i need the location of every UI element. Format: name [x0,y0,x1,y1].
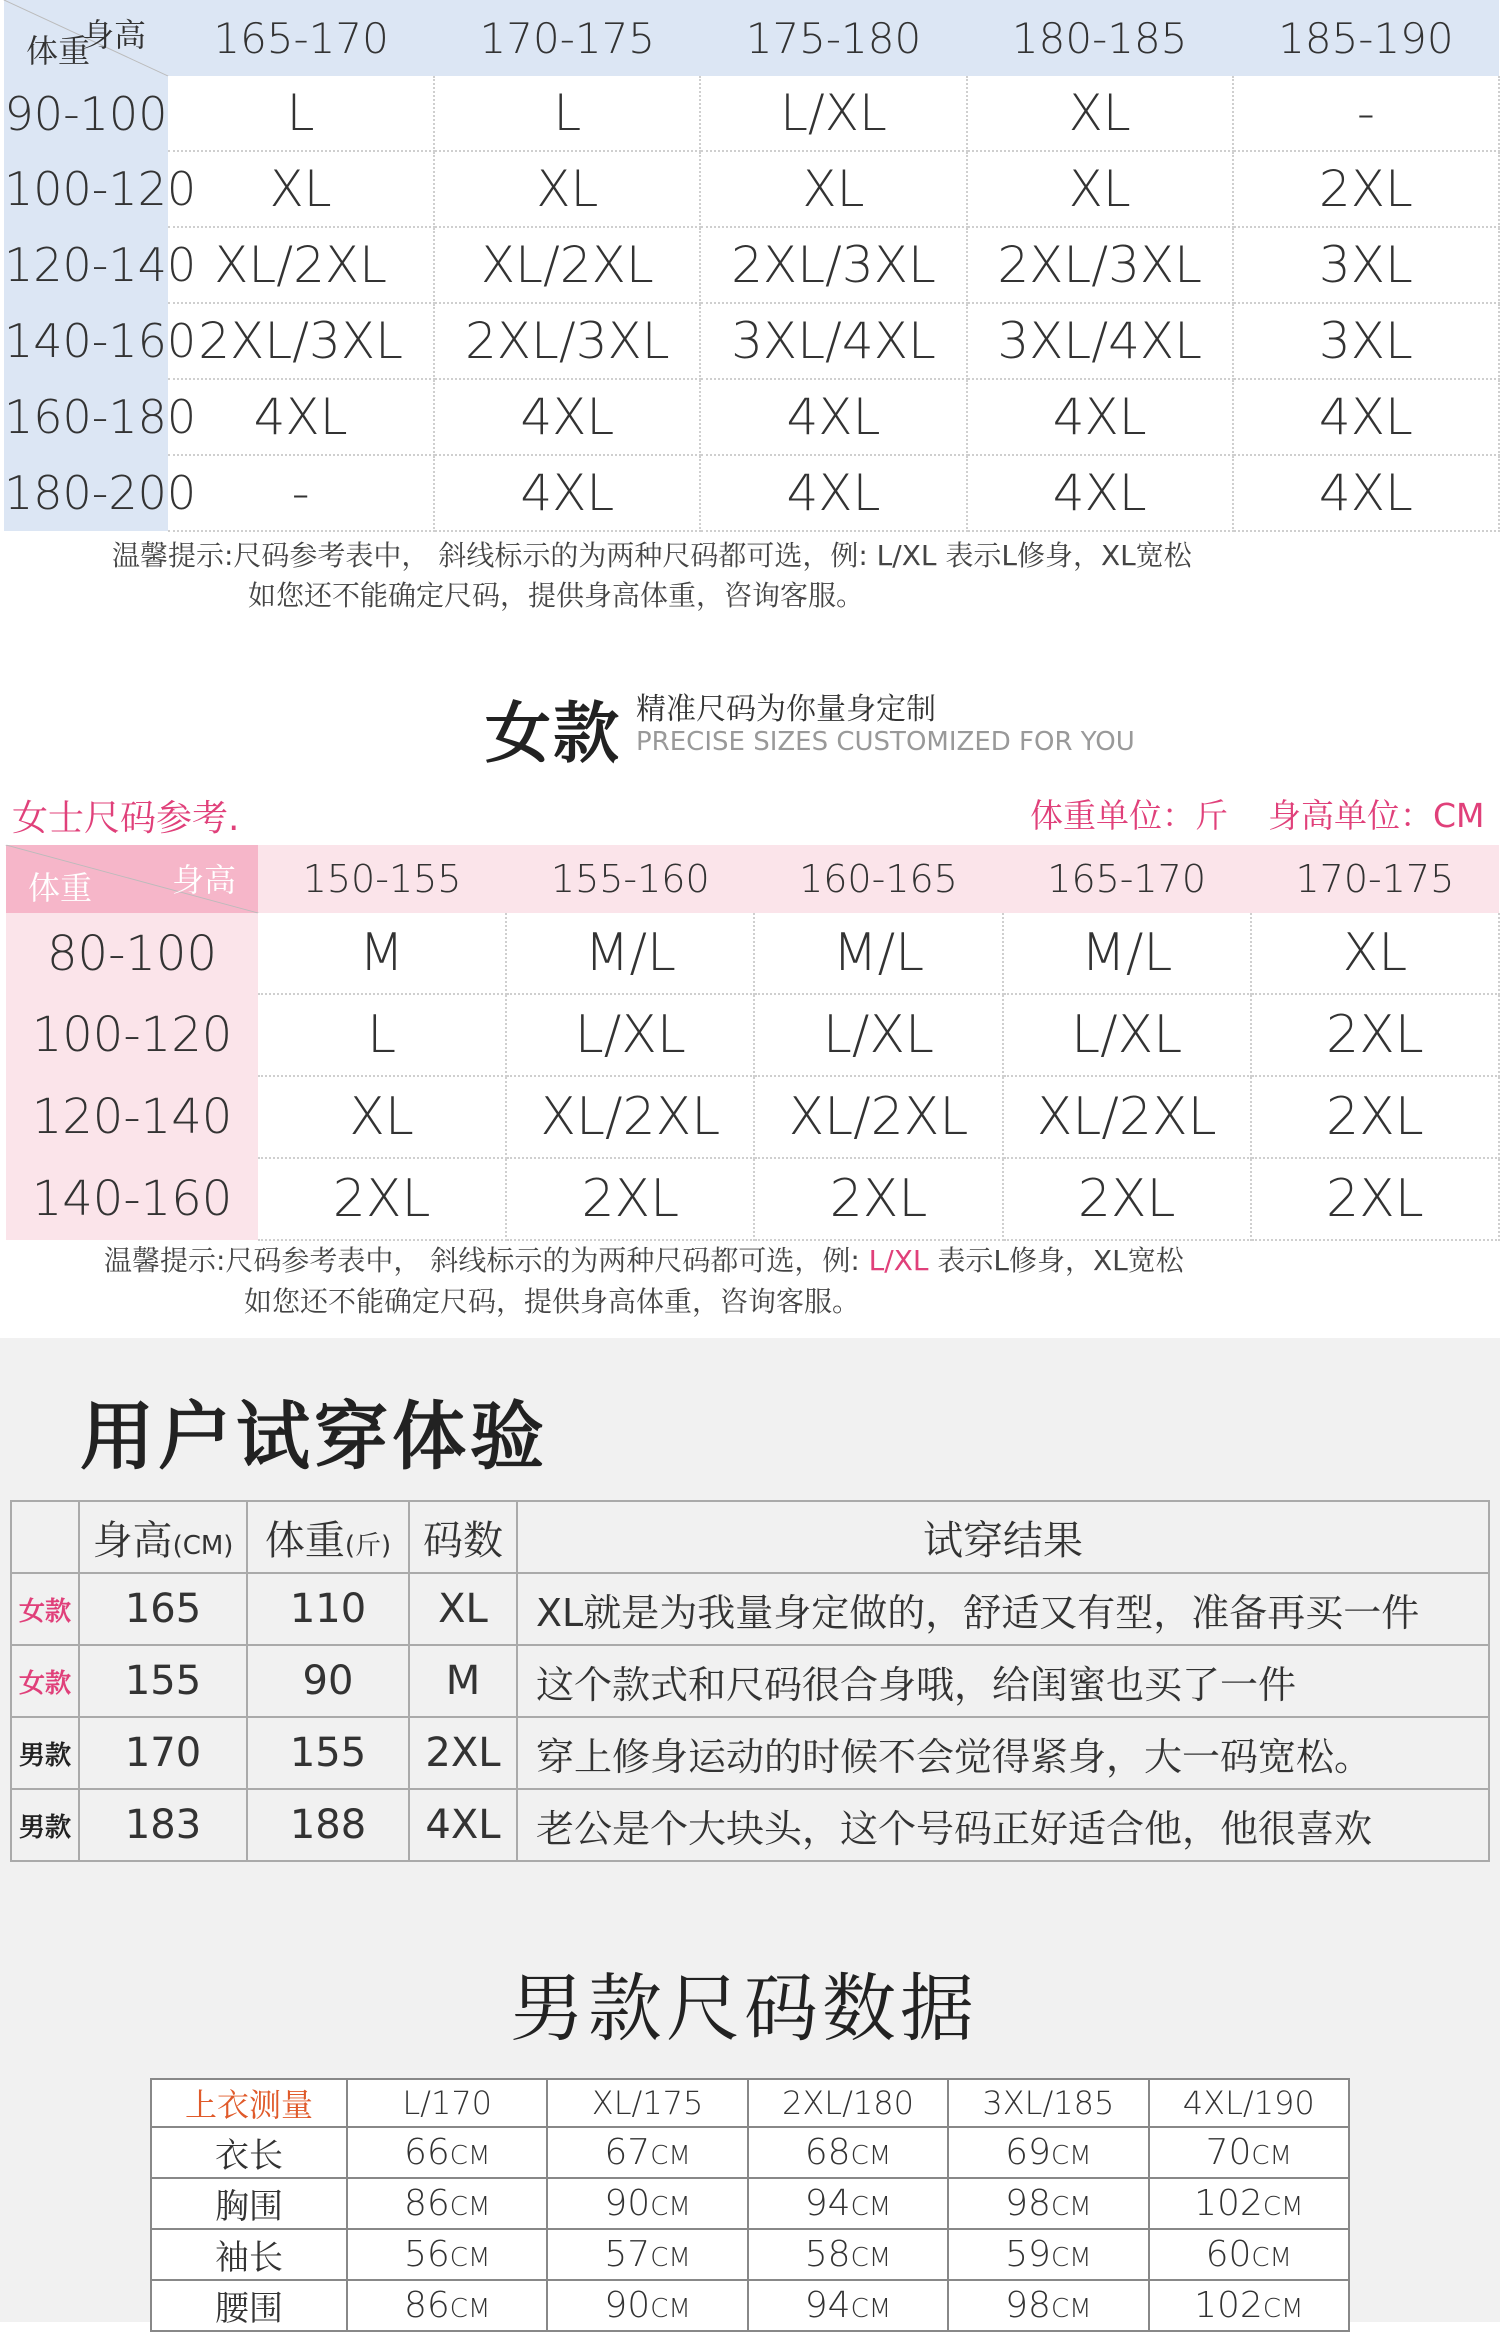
measurement-value-cell [948,2127,1148,2178]
size-data-row [151,2127,1349,2178]
size-column-header: L/170 [347,2079,547,2127]
measurement-value-cell [347,2127,547,2178]
weight-cell: 188 [247,1789,409,1861]
measurement-value-cell [347,2178,547,2229]
size-data-row [151,2229,1349,2280]
women-corner-height-label: 身高 [171,861,236,899]
result-cell: XL就是为我量身定做的，舒适又有型，准备再买一件 [517,1573,1489,1645]
measurement-label: 衣长 [151,2127,347,2178]
women-size-cell: 2XL [1251,1076,1499,1158]
experience-title: 用户试穿体验 [80,1394,548,1480]
men-size-cell: - [168,455,434,531]
men-corner-weight-label: 体重 [26,32,91,70]
women-size-cell: L/XL [1003,994,1251,1076]
measurement-value-cell [948,2178,1148,2229]
height-unit-label: 身高单位：CM [1268,796,1485,835]
gender-header [11,1501,79,1573]
women-size-cell: M/L [754,913,1002,994]
women-size-cell: 2XL [754,1158,1002,1240]
women-size-cell: 2XL [1251,994,1499,1076]
weight-cell: 90 [247,1645,409,1717]
size-data-table [150,2078,1350,2332]
measurement-value-cell [748,2280,948,2331]
men-row [4,151,1499,227]
measurement-unit: CM [1050,2192,1092,2222]
measurement-value: 59 [1005,2234,1051,2275]
measurement-unit: CM [449,2294,491,2324]
measurement-value-cell [1149,2229,1349,2280]
height-cell: 170 [79,1717,247,1789]
measurement-value: 58 [804,2234,851,2275]
women-row [6,1158,1499,1240]
men-size-cell: 4XL [434,379,700,455]
women-heading [0,670,1500,790]
men-height-header: 185-190 [1233,0,1499,76]
women-header-row [6,845,1499,913]
women-size-cell: M/L [506,913,754,994]
measurement-value-cell [1149,2280,1349,2331]
women-size-cell: XL/2XL [1003,1076,1251,1158]
measurement-value: 60 [1205,2234,1252,2275]
height-header-unit: (CM) [172,1530,234,1561]
men-height-header: 175-180 [700,0,966,76]
measurement-unit: CM [1050,2294,1092,2324]
women-size-cell: 2XL [1003,1158,1251,1240]
measurement-unit: CM [1251,2141,1292,2171]
size-column-header: 2XL/180 [748,2079,948,2127]
women-tip-line2: 如您还不能确定尺码，提供身高体重，咨询客服。 [244,1285,861,1318]
experience-row [11,1573,1489,1645]
gender-cell: 男款 [11,1717,79,1789]
measurement-value-cell [547,2229,747,2280]
men-size-cell: L [168,76,434,151]
men-size-grid [0,0,1500,612]
measurement-value-cell [547,2127,747,2178]
size-data-title: 男款尺码数据 [510,1966,978,2052]
men-size-cell: 3XL [1233,227,1499,303]
women-tip-text-b: 表示L修身，XL宽松 [928,1244,1184,1277]
men-size-cell: 2XL/3XL [168,303,434,379]
measurement-value: 70 [1205,2132,1252,2173]
men-size-data-section [0,1900,1500,2329]
women-size-cell: L/XL [506,994,754,1076]
men-size-table [4,0,1500,532]
women-row [6,994,1499,1076]
measurement-unit: CM [850,2192,892,2222]
measurement-unit: CM [449,2243,491,2273]
measurement-value-cell [1149,2127,1349,2178]
measurement-label: 腰围 [151,2280,347,2331]
measurement-value: 86 [403,2183,450,2224]
women-size-cell: XL [1251,913,1499,994]
women-row [6,913,1499,994]
men-size-cell: 3XL/4XL [700,303,966,379]
women-size-cell: XL/2XL [754,1076,1002,1158]
weight-header-label: 体重 [264,1517,345,1564]
size-column-header: 4XL/190 [1149,2079,1349,2127]
weight-cell: 110 [247,1573,409,1645]
women-size-cell: 2XL [258,1158,506,1240]
measurement-unit: CM [1050,2243,1092,2273]
men-tip-line2: 如您还不能确定尺码，提供身高体重，咨询客服。 [248,579,865,612]
men-size-cell: 4XL [967,379,1233,455]
measurement-unit: CM [1262,2294,1304,2324]
size-data-row [151,2178,1349,2229]
measurement-unit: CM [650,2243,691,2273]
measurement-value: 102 [1194,2183,1263,2224]
women-size-table [6,845,1500,1241]
women-weight-cell: 140-160 [6,1158,258,1240]
size-cell: 4XL [409,1789,517,1861]
women-size-cell: XL/2XL [506,1076,754,1158]
men-size-cell: L/XL [700,76,966,151]
men-tip-line1: 温馨提示:尺码参考表中， 斜线标示的为两种尺码都可选，例: L/XL 表示L修身，XL宽松 [112,539,1192,572]
women-size-cell: 2XL [1251,1158,1499,1240]
women-height-header: 170-175 [1251,845,1499,913]
men-size-cell: 4XL [1233,455,1499,531]
men-weight-cell: 90-100 [4,76,168,151]
height-cell: 183 [79,1789,247,1861]
experience-header-row [11,1501,1489,1573]
height-header [79,1501,247,1573]
men-size-cell: XL/2XL [168,227,434,303]
size-data-row [151,2280,1349,2331]
measurement-unit: CM [850,2141,892,2171]
men-row [4,455,1499,531]
men-size-cell: 2XL [1233,151,1499,227]
men-row [4,303,1499,379]
men-row [4,76,1499,151]
men-height-header: 180-185 [967,0,1233,76]
women-size-cell: M [258,913,506,994]
women-corner-cell [6,845,258,913]
size-cell: 2XL [409,1717,517,1789]
measurement-unit: CM [449,2141,491,2171]
measurement-value: 67 [604,2132,651,2173]
measurement-value-cell [948,2280,1148,2331]
size-cell: XL [409,1573,517,1645]
height-header-label: 身高 [92,1517,173,1564]
men-weight-cell: 160-180 [4,379,168,455]
women-units [1030,790,1485,837]
women-heading-title: 女款 [485,695,621,772]
measurement-unit: CM [650,2141,691,2171]
measurement-unit: CM [1251,2243,1292,2273]
women-size-cell: L/XL [754,994,1002,1076]
women-heading-subtitle-en: PRECISE SIZES CUSTOMIZED FOR YOU [636,727,1135,757]
measurement-value: 57 [604,2234,651,2275]
men-height-header: 170-175 [434,0,700,76]
men-weight-cell: 140-160 [4,303,168,379]
men-size-cell: XL/2XL [434,227,700,303]
men-size-cell: 4XL [700,455,966,531]
women-size-cell: XL [258,1076,506,1158]
measurement-value: 90 [604,2183,651,2224]
men-size-cell: XL [967,151,1233,227]
measurement-value: 56 [403,2234,450,2275]
men-height-header: 165-170 [168,0,434,76]
experience-row [11,1645,1489,1717]
measurement-value: 69 [1005,2132,1051,2173]
men-size-cell: 2XL/3XL [700,227,966,303]
experience-row [11,1717,1489,1789]
women-weight-cell: 100-120 [6,994,258,1076]
height-cell: 165 [79,1573,247,1645]
measurement-value: 86 [403,2285,450,2326]
women-size-cell: L [258,994,506,1076]
size-data-header-row [151,2079,1349,2127]
women-size-cell: M/L [1003,913,1251,994]
women-height-header: 165-170 [1003,845,1251,913]
measurement-value-cell [948,2229,1148,2280]
measurement-value-cell [748,2127,948,2178]
measurement-unit: CM [850,2294,892,2324]
men-weight-cell: 100-120 [4,151,168,227]
gender-cell: 男款 [11,1789,79,1861]
women-corner-weight-label: 体重 [28,869,93,907]
women-weight-cell: 120-140 [6,1076,258,1158]
result-cell: 老公是个大块头，这个号码正好适合他，他很喜欢 [517,1789,1489,1861]
gender-cell: 女款 [11,1573,79,1645]
measurement-value-cell [547,2280,747,2331]
men-size-cell: XL [700,151,966,227]
measurement-value-cell [347,2280,547,2331]
women-weight-cell: 80-100 [6,913,258,994]
weight-cell: 155 [247,1717,409,1789]
experience-table [10,1500,1490,1862]
men-size-cell: 2XL/3XL [434,303,700,379]
men-size-cell: L [434,76,700,151]
women-size-reference-label: 女士尺码参考. [12,798,240,839]
men-corner-height-label: 身高 [81,16,146,54]
measurement-value-cell [748,2229,948,2280]
user-experience-section [0,1338,1500,1900]
result-cell: 穿上修身运动的时候不会觉得紧身，大一码宽松。 [517,1717,1489,1789]
measurement-label: 胸围 [151,2178,347,2229]
measurement-value-cell [547,2178,747,2229]
women-height-header: 155-160 [506,845,754,913]
measurement-unit: CM [650,2294,691,2324]
weight-header-unit: (斤) [344,1530,392,1561]
men-size-cell: 2XL/3XL [967,227,1233,303]
measurement-label: 袖长 [151,2229,347,2280]
measure-label: 上衣测量 [151,2079,347,2127]
men-size-cell: 3XL/4XL [967,303,1233,379]
measurement-value: 102 [1194,2285,1263,2326]
men-size-cell: 4XL [967,455,1233,531]
men-weight-cell: 180-200 [4,455,168,531]
measurement-value: 66 [403,2132,450,2173]
measurement-value: 94 [804,2183,851,2224]
women-heading-subtitle-cn: 精准尺码为你量身定制 [636,692,936,727]
measurement-unit: CM [650,2192,691,2222]
men-header-row [4,0,1499,76]
men-row [4,227,1499,303]
men-row [4,379,1499,455]
women-size-cell: 2XL [506,1158,754,1240]
size-column-header: 3XL/185 [948,2079,1148,2127]
women-height-header: 160-165 [754,845,1002,913]
measurement-value: 90 [604,2285,651,2326]
men-size-cell: 4XL [434,455,700,531]
measurement-value: 98 [1005,2285,1051,2326]
men-weight-cell: 120-140 [4,227,168,303]
experience-row [11,1789,1489,1861]
women-tip-text-a: 温馨提示:尺码参考表中， 斜线标示的为两种尺码都可选，例: [104,1244,869,1277]
measurement-unit: CM [1050,2141,1092,2171]
measurement-value-cell [748,2178,948,2229]
measurement-value: 94 [804,2285,851,2326]
measurement-value: 68 [804,2132,851,2173]
men-size-cell: 3XL [1233,303,1499,379]
men-size-cell: 4XL [168,379,434,455]
size-column-header: XL/175 [547,2079,747,2127]
weight-unit-label: 体重单位：斤 [1030,796,1228,835]
measurement-unit: CM [1262,2192,1304,2222]
measurement-unit: CM [449,2192,491,2222]
men-size-cell: XL [434,151,700,227]
measurement-value-cell [347,2229,547,2280]
height-cell: 155 [79,1645,247,1717]
weight-header [247,1501,409,1573]
measurement-value-cell [1149,2178,1349,2229]
gender-cell: 女款 [11,1645,79,1717]
men-size-cell: - [1233,76,1499,151]
size-header: 码数 [409,1501,517,1573]
men-size-cell: 4XL [700,379,966,455]
size-cell: M [409,1645,517,1717]
measurement-value: 98 [1005,2183,1051,2224]
men-corner-cell [4,0,168,76]
men-size-cell: XL [168,151,434,227]
result-header: 试穿结果 [517,1501,1489,1573]
women-row [6,1076,1499,1158]
women-height-header: 150-155 [258,845,506,913]
women-tip-example: L/XL [868,1244,929,1277]
men-size-cell: XL [967,76,1233,151]
measurement-unit: CM [850,2243,892,2273]
women-tip-line1 [104,1240,1184,1282]
result-cell: 这个款式和尺码很合身哦，给闺蜜也买了一件 [517,1645,1489,1717]
men-size-cell: 4XL [1233,379,1499,455]
